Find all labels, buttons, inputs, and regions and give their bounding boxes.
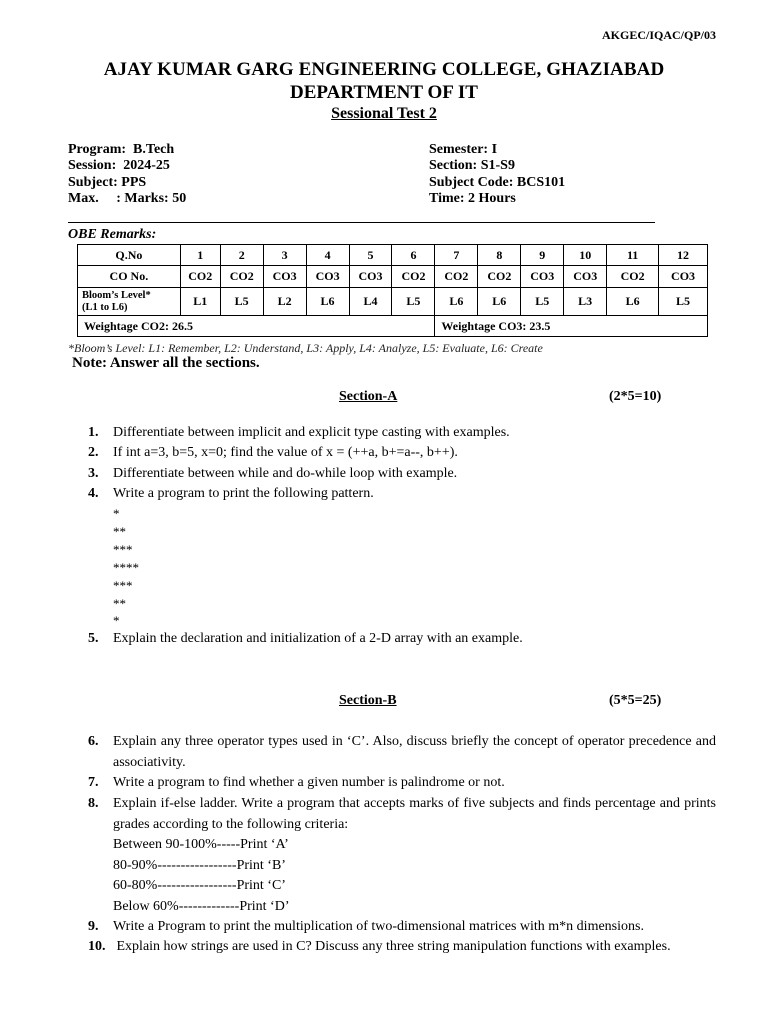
section-a-marks: (2*5=10) <box>609 389 662 404</box>
exam-info-left <box>68 142 186 207</box>
weightage-row <box>78 316 708 337</box>
bloom-cell: L5 <box>521 288 564 316</box>
question-number: 7. <box>88 775 99 790</box>
bloom-header-line1: Bloom’s Level* <box>82 289 151 301</box>
question-text: Write a Program to print the multiplication of two-dimensional matrices with m*n dimensions. <box>113 919 644 934</box>
bloom-cell: L5 <box>220 288 263 316</box>
qno-cell: 4 <box>306 245 349 266</box>
qno-header: Q.No <box>78 245 181 266</box>
section-b-marks: (5*5=25) <box>609 693 662 708</box>
co-cell: CO2 <box>478 266 521 288</box>
bloom-cell: L6 <box>478 288 521 316</box>
qno-cell: 5 <box>349 245 392 266</box>
question-number: 4. <box>88 486 99 501</box>
star-pattern <box>113 505 139 630</box>
qno-cell: 2 <box>220 245 263 266</box>
subject-code-line: Subject Code: BCS101 <box>429 174 566 190</box>
bloom-cell: L3 <box>564 288 607 316</box>
question-number: 9. <box>88 919 99 934</box>
co-cell: CO2 <box>607 266 659 288</box>
bloom-cell: L6 <box>607 288 659 316</box>
qno-cell: 12 <box>659 245 708 266</box>
obe-remarks-label: OBE Remarks: <box>68 227 157 242</box>
question-text: If int a=3, b=5, x=0; find the value of x = (++a, b+=a--, b++). <box>113 445 458 460</box>
co-cell: CO3 <box>521 266 564 288</box>
section-a-title: Section-A <box>339 389 398 404</box>
qno-cell: 1 <box>180 245 220 266</box>
pattern-line: *** <box>113 577 133 593</box>
question-number: 10. <box>88 939 106 954</box>
qno-cell: 7 <box>435 245 478 266</box>
bloom-cell: L6 <box>435 288 478 316</box>
max-marks-line: Max. : Marks: 50 <box>68 190 187 206</box>
grade-criteria <box>113 835 289 917</box>
bloom-cell: L6 <box>306 288 349 316</box>
college-name: AJAY KUMAR GARG ENGINEERING COLLEGE, GHAZIABAD <box>103 59 665 80</box>
co-header: CO No. <box>78 266 181 288</box>
bloom-cell: L5 <box>659 288 708 316</box>
bloom-header-line2: (L1 to L6) <box>82 301 128 313</box>
co-cell: CO2 <box>180 266 220 288</box>
co-row <box>78 266 708 288</box>
bloom-header <box>78 288 181 316</box>
question-text: Write a program to find whether a given number is palindrome or not. <box>113 775 505 790</box>
question-text: Explain the declaration and initialization of a 2-D array with an example. <box>113 631 523 646</box>
header-divider <box>68 222 655 223</box>
instructions-note: Note: Answer all the sections. <box>72 355 260 371</box>
exam-info-right <box>429 142 565 207</box>
pattern-line: * <box>113 613 120 629</box>
pattern-line: *** <box>113 541 133 557</box>
section-b-title: Section-B <box>339 693 397 708</box>
question-text: Explain any three operator types used in ‘C’. Also, discuss briefly the concept of operator precedence and associativity. <box>113 734 716 770</box>
pattern-line: ** <box>113 523 126 539</box>
qno-cell: 11 <box>607 245 659 266</box>
grade-line: 60-80%-----------------Print ‘C’ <box>113 878 286 893</box>
co-cell: CO3 <box>564 266 607 288</box>
question-number: 8. <box>88 796 99 811</box>
weightage-co2: Weightage CO2: 26.5 <box>78 316 435 337</box>
bloom-cell: L1 <box>180 288 220 316</box>
question-number: 6. <box>88 734 99 749</box>
pattern-line: ** <box>113 595 126 611</box>
test-title: Sessional Test 2 <box>331 105 437 122</box>
question-number: 1. <box>88 425 99 440</box>
qno-cell: 10 <box>564 245 607 266</box>
qno-cell: 8 <box>478 245 521 266</box>
co-cell: CO3 <box>349 266 392 288</box>
program-line: Program: B.Tech <box>68 142 175 157</box>
co-cell: CO3 <box>659 266 708 288</box>
question-text: Differentiate between implicit and explicit type casting with examples. <box>113 425 510 440</box>
qno-cell: 6 <box>392 245 435 266</box>
question-number: 2. <box>88 445 99 460</box>
bloom-cell: L2 <box>263 288 306 316</box>
bloom-row <box>78 288 708 316</box>
bloom-cell: L4 <box>349 288 392 316</box>
question-text: Differentiate between while and do-while loop with example. <box>113 466 458 481</box>
bloom-cell: L5 <box>392 288 435 316</box>
section-line: Section: S1-S9 <box>429 158 515 174</box>
co-cell: CO2 <box>435 266 478 288</box>
co-cell: CO2 <box>392 266 435 288</box>
semester-line: Semester: I <box>429 142 498 157</box>
question-text: Write a program to print the following pattern. <box>113 486 374 501</box>
question-text: Explain how strings are used in C? Discuss any three string manipulation functions with examples. <box>113 939 671 954</box>
pattern-line: * <box>113 506 120 521</box>
bloom-level-legend: *Bloom’s Level: L1: Remember, L2: Understand, L3: Apply, L4: Analyze, L5: Evaluate, L6: Create <box>68 341 543 355</box>
qno-cell: 9 <box>521 245 564 266</box>
qno-cell: 3 <box>263 245 306 266</box>
co-cell: CO2 <box>220 266 263 288</box>
department-name: DEPARTMENT OF IT <box>290 82 478 103</box>
co-cell: CO3 <box>263 266 306 288</box>
grade-line: Between 90-100%-----Print ‘A’ <box>113 837 289 852</box>
question-number: 5. <box>88 631 99 646</box>
question-text: Explain if-else ladder. Write a program that accepts marks of five subjects and finds percentage and prints grades according to the following criteria: <box>113 796 716 832</box>
question-number: 3. <box>88 466 99 481</box>
weightage-co3: Weightage CO3: 23.5 <box>435 316 708 337</box>
time-line: Time: 2 Hours <box>429 190 516 206</box>
co-cell: CO3 <box>306 266 349 288</box>
session-line: Session: 2024-25 <box>68 158 170 174</box>
document-reference-code: AKGEC/IQAC/QP/03 <box>601 28 716 42</box>
grade-line: Below 60%-------------Print ‘D’ <box>113 898 290 914</box>
qno-row <box>78 245 708 266</box>
obe-co-table <box>77 244 708 337</box>
pattern-line: **** <box>113 559 139 575</box>
grade-line: 80-90%-----------------Print ‘B’ <box>113 857 286 873</box>
subject-line: Subject: PPS <box>68 174 147 190</box>
